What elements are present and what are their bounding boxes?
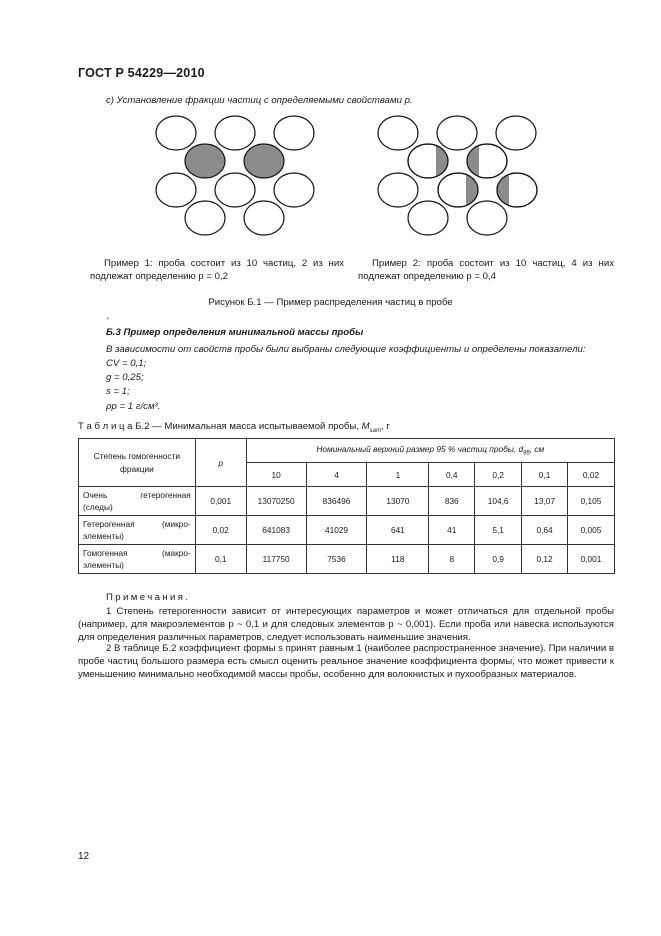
param-cv: СV = 0,1; (106, 358, 147, 369)
example2-line2: подлежат определению р = 0,4 (358, 271, 497, 282)
particle (496, 116, 536, 150)
table-cell: 41 (429, 516, 475, 545)
table-cell: 0,12 (522, 545, 568, 574)
margin-mark: ' (107, 316, 109, 326)
document-header: ГОСТ Р 54229—2010 (78, 66, 205, 80)
header-p: р (195, 439, 246, 487)
particle (156, 173, 196, 207)
figure-caption: Рисунок Б.1 — Пример распределения частиц в пробе (208, 297, 453, 308)
size-header: 0,2 (475, 463, 522, 487)
table-cell: 13070 (367, 487, 429, 516)
page-number: 12 (78, 851, 90, 862)
particle (378, 116, 418, 150)
table-cell: 0,001 (568, 545, 615, 574)
row-p: 0,1 (195, 545, 246, 574)
example1-line1: Пример 1: проба состоит из 10 частиц, 2 из них (104, 258, 344, 269)
particle (244, 201, 284, 235)
header-homogeneity: Степень гомогенности фракции (79, 439, 196, 487)
size-header: 0,1 (522, 463, 568, 487)
row-name: Гетерогенная (микро-элементы) (79, 516, 196, 545)
table-cell: 7536 (306, 545, 367, 574)
note-2: 2 В таблице Б.2 коэффициент формы s принят равным 1 (наиболее распространенное значение). При наличии в пробе частиц большого размера есть смысл оценить реальное значение коэффициента формы, что может привести к уменьшению минимально необходимой массы пробы, особенно для волокнистых и пухообразных материалов. (78, 643, 614, 680)
table-cell: 0,105 (568, 487, 615, 516)
size-header: 0,02 (568, 463, 615, 487)
example1-caption (90, 257, 344, 283)
table-title: Т а б л и ц а Б.2 — Минимальная масса испытываемой пробы, $М_{sam}$, г (78, 421, 390, 434)
header-particle-size: Номинальный верхний размер 95 % частиц пробы, $d_{95}$, см (246, 439, 614, 463)
row-name: Гомогенная (макро-элементы) (79, 545, 196, 574)
size-header: 0,4 (429, 463, 475, 487)
param-s: s = 1; (106, 386, 130, 398)
particle (215, 173, 255, 207)
particle (437, 116, 477, 150)
table-cell: 117750 (246, 545, 306, 574)
example2-particles (378, 116, 537, 235)
table-cell: 641 (367, 516, 429, 545)
section-c-heading: с) Установление фракции частиц с определяемыми свойствами р. (106, 95, 413, 106)
example1-particles (156, 116, 314, 235)
table-cell: 641083 (246, 516, 306, 545)
particle-selected (244, 144, 284, 178)
particle (408, 201, 448, 235)
row-p: 0,02 (195, 516, 246, 545)
table-row (79, 545, 615, 574)
table-cell: 0,9 (475, 545, 522, 574)
particle (274, 116, 314, 150)
example1-line2: подлежат определению р = 0,2 (90, 271, 229, 282)
table-cell: 13070250 (246, 487, 306, 516)
size-header: 10 (246, 463, 306, 487)
table-cell: 836496 (306, 487, 367, 516)
particle (274, 173, 314, 207)
note-1: 1 Степень гетерогенности зависит от интересующих параметров и может отличаться для отдельной пробы (например, для макроэлементов р ~ 0,1 и для следовых элементов р ~ 0,001). Если проба или навеска используются для определения различных параметров, следует использовать наименьшие значения. (78, 606, 614, 643)
notes-heading: Примечания. (106, 592, 191, 603)
table-cell: 13,07 (522, 487, 568, 516)
table-cell: 118 (367, 545, 429, 574)
table-cell: 41029 (306, 516, 367, 545)
table-row (79, 487, 615, 516)
param-density: ρр = 1 г/см³. (106, 400, 161, 412)
table-cell: 836 (429, 487, 475, 516)
section-b3-intro: В зависимости от свойств пробы были выбраны следующие коэффициенты и определены показатели: (106, 344, 586, 355)
particle (378, 173, 418, 207)
row-name: Очень гетерогенная (следы) (79, 487, 196, 516)
particle (215, 116, 255, 150)
table-cell: 104,6 (475, 487, 522, 516)
particle (185, 201, 225, 235)
particle (467, 201, 507, 235)
table-cell: 8 (429, 545, 475, 574)
particle-figure (0, 0, 661, 260)
table-cell: 5,1 (475, 516, 522, 545)
table-cell: 0,64 (522, 516, 568, 545)
size-header: 1 (367, 463, 429, 487)
particle (156, 116, 196, 150)
section-b3-title: Б.3 Пример определения минимальной массы пробы (106, 327, 364, 338)
parameter-list (106, 357, 160, 414)
example2-line1: Пример 2: проба состоит из 10 частиц, 4 из них (372, 258, 614, 269)
example2-caption (358, 257, 614, 283)
row-p: 0,001 (195, 487, 246, 516)
param-g: g = 0,25; (106, 372, 144, 384)
table-cell: 0,005 (568, 516, 615, 545)
size-header: 4 (306, 463, 367, 487)
particle-selected (185, 144, 225, 178)
table-row (79, 516, 615, 545)
min-mass-table (78, 438, 615, 574)
